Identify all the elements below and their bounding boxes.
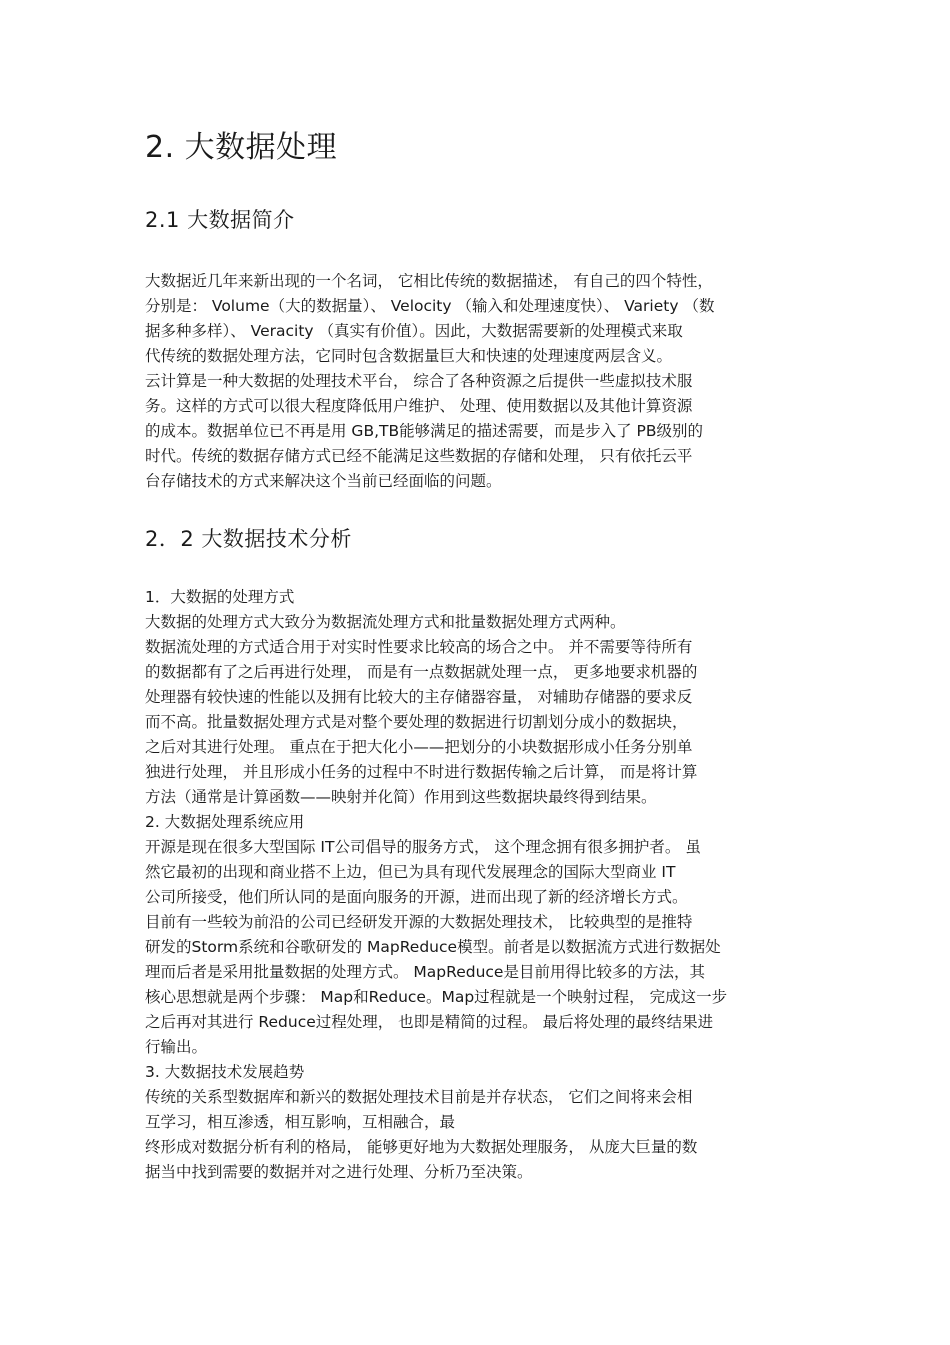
document-content xyxy=(145,128,810,1185)
paragraph-line: 而不高。批量数据处理方式是对整个要处理的数据进行切割划分成小的数据块， xyxy=(145,713,688,731)
paragraph-line: 代传统的数据处理方法，它同时包含数据量巨大和快速的处理速度两层含义。 xyxy=(145,347,673,365)
paragraph-line: 台存储技术的方式来解决这个当前已经面临的问题。 xyxy=(145,472,502,490)
paragraph-line: 务。这样的方式可以很大程度降低用户维护、 处理、使用数据以及其他计算资源 xyxy=(145,397,693,415)
section-heading-analysis: 2．2 大数据技术分析 xyxy=(145,527,352,551)
paragraph-line: 方法（通常是计算函数——映射并化简）作用到这些数据块最终得到结果。 xyxy=(145,788,657,806)
paragraph-line: 大数据的处理方式大致分为数据流处理方式和批量数据处理方式两种。 xyxy=(145,613,626,631)
section-body-intro xyxy=(145,269,810,494)
paragraph-line: 处理器有较快速的性能以及拥有比较大的主存储器容量， 对辅助存储器的要求反 xyxy=(145,688,693,706)
paragraph-line: 据当中找到需要的数据并对之进行处理、分析乃至决策。 xyxy=(145,1163,533,1181)
section-heading-intro: 2.1 大数据简介 xyxy=(145,208,295,232)
paragraph-line: 的数据都有了之后再进行处理， 而是有一点数据就处理一点， 更多地要求机器的 xyxy=(145,663,698,681)
paragraph-line: 1．大数据的处理方式 xyxy=(145,588,295,606)
section-body-analysis xyxy=(145,585,810,1185)
paragraph-line: 大数据近几年来新出现的一个名词， 它相比传统的数据描述， 有自己的四个特性， xyxy=(145,272,713,290)
paragraph-line: 然它最初的出现和商业搭不上边，但已为具有现代发展理念的国际大型商业 IT xyxy=(145,863,676,881)
chapter-title: 2. 大数据处理 xyxy=(145,130,338,165)
paragraph-line: 据多种多样）、 Veracity （真实有价值）。因此，大数据需要新的处理模式来取 xyxy=(145,322,683,340)
paragraph-line: 核心思想就是两个步骤： Map和Reduce。Map过程就是一个映射过程， 完成这一步 xyxy=(145,988,728,1006)
paragraph-line: 之后再对其进行 Reduce过程处理， 也即是精简的过程。 最后将处理的最终结果进 xyxy=(145,1013,714,1031)
paragraph-line: 研发的Storm系统和谷歌研发的 MapReduce模型。前者是以数据流方式进行数据处 xyxy=(145,938,721,956)
paragraph-line: 开源是现在很多大型国际 IT公司倡导的服务方式， 这个理念拥有很多拥护者。 虽 xyxy=(145,838,701,856)
paragraph-line: 独进行处理， 并且形成小任务的过程中不时进行数据传输之后计算， 而是将计算 xyxy=(145,763,698,781)
paragraph-line: 数据流处理的方式适合用于对实时性要求比较高的场合之中。 并不需要等待所有 xyxy=(145,638,693,656)
paragraph-line: 之后对其进行处理。 重点在于把大化小——把划分的小块数据形成小任务分别单 xyxy=(145,738,693,756)
paragraph-line: 传统的关系型数据库和新兴的数据处理技术目前是并存状态， 它们之间将来会相 xyxy=(145,1088,693,1106)
paragraph-line: 时代。传统的数据存储方式已经不能满足这些数据的存储和处理， 只有依托云平 xyxy=(145,447,693,465)
paragraph-line: 的成本。数据单位已不再是用 GB,TB能够满足的描述需要，而是步入了 PB级别的 xyxy=(145,422,704,440)
paragraph-line: 行输出。 xyxy=(145,1038,208,1056)
paragraph-line: 3. 大数据技术发展趋势 xyxy=(145,1063,305,1081)
paragraph-line: 公司所接受，他们所认同的是面向服务的开源，进而出现了新的经济增长方式。 xyxy=(145,888,688,906)
paragraph-line: 目前有一些较为前沿的公司已经研发开源的大数据处理技术， 比较典型的是推特 xyxy=(145,913,693,931)
paragraph-line: 分别是： Volume（大的数据量）、 Velocity （输入和处理速度快）、 Variety （数 xyxy=(145,297,715,315)
paragraph-line: 云计算是一种大数据的处理技术平台， 综合了各种资源之后提供一些虚拟技术服 xyxy=(145,372,693,390)
paragraph-line: 终形成对数据分析有利的格局， 能够更好地为大数据处理服务， 从庞大巨量的数 xyxy=(145,1138,698,1156)
paragraph-line: 互学习，相互渗透，相互影响，互相融合，最 xyxy=(145,1113,456,1131)
paragraph-line: 理而后者是采用批量数据的处理方式。 MapReduce是目前用得比较多的方法，其 xyxy=(145,963,705,981)
paragraph-line: 2. 大数据处理系统应用 xyxy=(145,813,305,831)
